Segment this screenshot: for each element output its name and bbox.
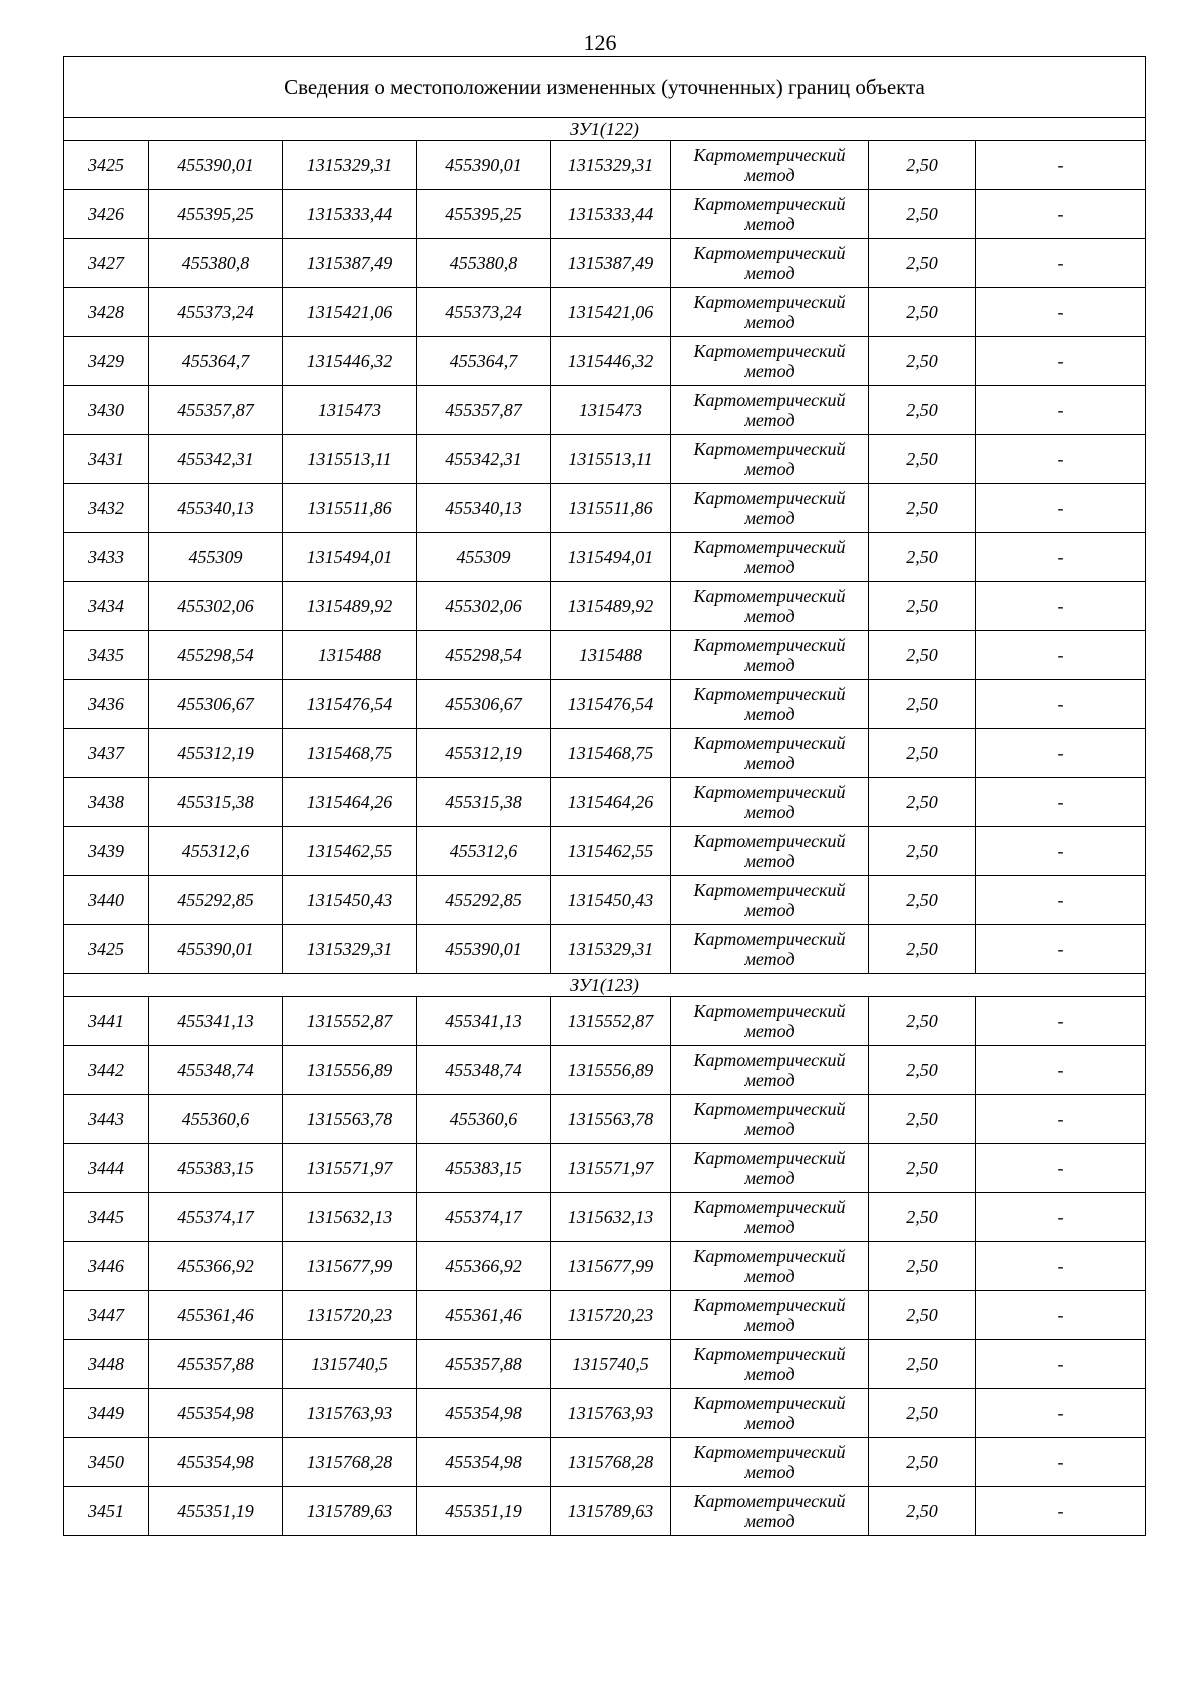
y-refined-cell: 1315511,86 xyxy=(551,484,671,533)
point-number-cell: 3442 xyxy=(64,1046,149,1095)
table-row xyxy=(64,1046,1146,1095)
section-header-row xyxy=(64,974,1146,997)
section-label: ЗУ1(122) xyxy=(64,118,1146,141)
method-cell: Картометрический метод xyxy=(671,337,869,386)
table-row xyxy=(64,141,1146,190)
y-refined-cell: 1315571,97 xyxy=(551,1144,671,1193)
method-cell: Картометрический метод xyxy=(671,190,869,239)
method-cell: Картометрический метод xyxy=(671,141,869,190)
x-existing-cell: 455309 xyxy=(149,533,283,582)
y-refined-cell: 1315489,92 xyxy=(551,582,671,631)
precision-cell: 2,50 xyxy=(869,925,976,974)
y-refined-cell: 1315563,78 xyxy=(551,1095,671,1144)
table-title-row xyxy=(64,57,1146,118)
y-existing-cell: 1315571,97 xyxy=(283,1144,417,1193)
precision-cell: 2,50 xyxy=(869,1046,976,1095)
precision-cell: 2,50 xyxy=(869,1389,976,1438)
method-cell: Картометрический метод xyxy=(671,778,869,827)
y-existing-cell: 1315740,5 xyxy=(283,1340,417,1389)
table-row xyxy=(64,778,1146,827)
boundary-table xyxy=(63,56,1146,1536)
point-number-cell: 3441 xyxy=(64,997,149,1046)
note-cell: - xyxy=(976,997,1146,1046)
x-refined-cell: 455357,88 xyxy=(417,1340,551,1389)
y-refined-cell: 1315450,43 xyxy=(551,876,671,925)
table-row xyxy=(64,1291,1146,1340)
table-row xyxy=(64,827,1146,876)
x-refined-cell: 455390,01 xyxy=(417,925,551,974)
y-refined-cell: 1315720,23 xyxy=(551,1291,671,1340)
table-row xyxy=(64,435,1146,484)
x-refined-cell: 455390,01 xyxy=(417,141,551,190)
note-cell: - xyxy=(976,1193,1146,1242)
method-cell: Картометрический метод xyxy=(671,288,869,337)
point-number-cell: 3450 xyxy=(64,1438,149,1487)
point-number-cell: 3445 xyxy=(64,1193,149,1242)
precision-cell: 2,50 xyxy=(869,386,976,435)
x-refined-cell: 455342,31 xyxy=(417,435,551,484)
note-cell: - xyxy=(976,484,1146,533)
x-existing-cell: 455348,74 xyxy=(149,1046,283,1095)
x-existing-cell: 455302,06 xyxy=(149,582,283,631)
y-refined-cell: 1315677,99 xyxy=(551,1242,671,1291)
x-existing-cell: 455357,87 xyxy=(149,386,283,435)
x-existing-cell: 455374,17 xyxy=(149,1193,283,1242)
y-existing-cell: 1315763,93 xyxy=(283,1389,417,1438)
x-refined-cell: 455292,85 xyxy=(417,876,551,925)
x-refined-cell: 455341,13 xyxy=(417,997,551,1046)
method-cell: Картометрический метод xyxy=(671,925,869,974)
x-refined-cell: 455340,13 xyxy=(417,484,551,533)
table-row xyxy=(64,533,1146,582)
y-existing-cell: 1315446,32 xyxy=(283,337,417,386)
precision-cell: 2,50 xyxy=(869,997,976,1046)
y-refined-cell: 1315421,06 xyxy=(551,288,671,337)
y-existing-cell: 1315476,54 xyxy=(283,680,417,729)
precision-cell: 2,50 xyxy=(869,533,976,582)
y-existing-cell: 1315513,11 xyxy=(283,435,417,484)
y-refined-cell: 1315468,75 xyxy=(551,729,671,778)
table-row xyxy=(64,925,1146,974)
y-existing-cell: 1315563,78 xyxy=(283,1095,417,1144)
method-cell: Картометрический метод xyxy=(671,582,869,631)
y-refined-cell: 1315329,31 xyxy=(551,141,671,190)
note-cell: - xyxy=(976,925,1146,974)
point-number-cell: 3435 xyxy=(64,631,149,680)
precision-cell: 2,50 xyxy=(869,1144,976,1193)
method-cell: Картометрический метод xyxy=(671,1291,869,1340)
precision-cell: 2,50 xyxy=(869,778,976,827)
precision-cell: 2,50 xyxy=(869,484,976,533)
y-refined-cell: 1315476,54 xyxy=(551,680,671,729)
y-existing-cell: 1315768,28 xyxy=(283,1438,417,1487)
method-cell: Картометрический метод xyxy=(671,1095,869,1144)
y-existing-cell: 1315329,31 xyxy=(283,925,417,974)
precision-cell: 2,50 xyxy=(869,190,976,239)
method-cell: Картометрический метод xyxy=(671,876,869,925)
y-refined-cell: 1315513,11 xyxy=(551,435,671,484)
point-number-cell: 3431 xyxy=(64,435,149,484)
note-cell: - xyxy=(976,1095,1146,1144)
method-cell: Картометрический метод xyxy=(671,1193,869,1242)
y-existing-cell: 1315552,87 xyxy=(283,997,417,1046)
point-number-cell: 3448 xyxy=(64,1340,149,1389)
note-cell: - xyxy=(976,680,1146,729)
method-cell: Картометрический метод xyxy=(671,1144,869,1193)
x-refined-cell: 455298,54 xyxy=(417,631,551,680)
precision-cell: 2,50 xyxy=(869,729,976,778)
method-cell: Картометрический метод xyxy=(671,1242,869,1291)
x-existing-cell: 455354,98 xyxy=(149,1438,283,1487)
x-existing-cell: 455364,7 xyxy=(149,337,283,386)
y-existing-cell: 1315789,63 xyxy=(283,1487,417,1536)
point-number-cell: 3428 xyxy=(64,288,149,337)
x-refined-cell: 455312,6 xyxy=(417,827,551,876)
table-row xyxy=(64,631,1146,680)
point-number-cell: 3425 xyxy=(64,141,149,190)
point-number-cell: 3426 xyxy=(64,190,149,239)
x-existing-cell: 455315,38 xyxy=(149,778,283,827)
point-number-cell: 3440 xyxy=(64,876,149,925)
note-cell: - xyxy=(976,876,1146,925)
point-number-cell: 3451 xyxy=(64,1487,149,1536)
table-row xyxy=(64,337,1146,386)
y-refined-cell: 1315632,13 xyxy=(551,1193,671,1242)
precision-cell: 2,50 xyxy=(869,1291,976,1340)
y-existing-cell: 1315387,49 xyxy=(283,239,417,288)
y-existing-cell: 1315556,89 xyxy=(283,1046,417,1095)
note-cell: - xyxy=(976,1487,1146,1536)
precision-cell: 2,50 xyxy=(869,1095,976,1144)
point-number-cell: 3443 xyxy=(64,1095,149,1144)
x-refined-cell: 455354,98 xyxy=(417,1389,551,1438)
x-existing-cell: 455366,92 xyxy=(149,1242,283,1291)
method-cell: Картометрический метод xyxy=(671,533,869,582)
table-row xyxy=(64,1340,1146,1389)
x-refined-cell: 455366,92 xyxy=(417,1242,551,1291)
precision-cell: 2,50 xyxy=(869,1340,976,1389)
table-row xyxy=(64,876,1146,925)
point-number-cell: 3434 xyxy=(64,582,149,631)
precision-cell: 2,50 xyxy=(869,435,976,484)
table-row xyxy=(64,288,1146,337)
x-refined-cell: 455373,24 xyxy=(417,288,551,337)
y-existing-cell: 1315464,26 xyxy=(283,778,417,827)
x-existing-cell: 455390,01 xyxy=(149,141,283,190)
x-existing-cell: 455292,85 xyxy=(149,876,283,925)
y-refined-cell: 1315488 xyxy=(551,631,671,680)
note-cell: - xyxy=(976,778,1146,827)
x-refined-cell: 455364,7 xyxy=(417,337,551,386)
y-existing-cell: 1315488 xyxy=(283,631,417,680)
x-existing-cell: 455341,13 xyxy=(149,997,283,1046)
method-cell: Картометрический метод xyxy=(671,729,869,778)
x-existing-cell: 455351,19 xyxy=(149,1487,283,1536)
x-refined-cell: 455302,06 xyxy=(417,582,551,631)
table-row xyxy=(64,239,1146,288)
precision-cell: 2,50 xyxy=(869,337,976,386)
page-number: 126 xyxy=(583,30,617,55)
method-cell: Картометрический метод xyxy=(671,680,869,729)
x-existing-cell: 455354,98 xyxy=(149,1389,283,1438)
x-refined-cell: 455315,38 xyxy=(417,778,551,827)
table-row xyxy=(64,1095,1146,1144)
x-refined-cell: 455351,19 xyxy=(417,1487,551,1536)
x-existing-cell: 455312,19 xyxy=(149,729,283,778)
x-existing-cell: 455340,13 xyxy=(149,484,283,533)
x-refined-cell: 455383,15 xyxy=(417,1144,551,1193)
precision-cell: 2,50 xyxy=(869,680,976,729)
precision-cell: 2,50 xyxy=(869,1242,976,1291)
note-cell: - xyxy=(976,337,1146,386)
y-refined-cell: 1315462,55 xyxy=(551,827,671,876)
y-existing-cell: 1315511,86 xyxy=(283,484,417,533)
note-cell: - xyxy=(976,386,1146,435)
point-number-cell: 3433 xyxy=(64,533,149,582)
y-existing-cell: 1315421,06 xyxy=(283,288,417,337)
note-cell: - xyxy=(976,827,1146,876)
table-row xyxy=(64,582,1146,631)
y-refined-cell: 1315446,32 xyxy=(551,337,671,386)
y-existing-cell: 1315489,92 xyxy=(283,582,417,631)
y-existing-cell: 1315677,99 xyxy=(283,1242,417,1291)
precision-cell: 2,50 xyxy=(869,631,976,680)
section-label: ЗУ1(123) xyxy=(64,974,1146,997)
note-cell: - xyxy=(976,1340,1146,1389)
table-row xyxy=(64,1487,1146,1536)
y-refined-cell: 1315556,89 xyxy=(551,1046,671,1095)
note-cell: - xyxy=(976,190,1146,239)
x-refined-cell: 455306,67 xyxy=(417,680,551,729)
y-existing-cell: 1315333,44 xyxy=(283,190,417,239)
point-number-cell: 3425 xyxy=(64,925,149,974)
x-existing-cell: 455380,8 xyxy=(149,239,283,288)
point-number-cell: 3449 xyxy=(64,1389,149,1438)
x-refined-cell: 455348,74 xyxy=(417,1046,551,1095)
method-cell: Картометрический метод xyxy=(671,827,869,876)
table-row xyxy=(64,997,1146,1046)
y-refined-cell: 1315387,49 xyxy=(551,239,671,288)
y-existing-cell: 1315720,23 xyxy=(283,1291,417,1340)
method-cell: Картометрический метод xyxy=(671,997,869,1046)
method-cell: Картометрический метод xyxy=(671,239,869,288)
method-cell: Картометрический метод xyxy=(671,435,869,484)
precision-cell: 2,50 xyxy=(869,582,976,631)
y-refined-cell: 1315740,5 xyxy=(551,1340,671,1389)
note-cell: - xyxy=(976,1242,1146,1291)
x-existing-cell: 455306,67 xyxy=(149,680,283,729)
x-existing-cell: 455373,24 xyxy=(149,288,283,337)
x-refined-cell: 455361,46 xyxy=(417,1291,551,1340)
y-existing-cell: 1315329,31 xyxy=(283,141,417,190)
point-number-cell: 3427 xyxy=(64,239,149,288)
y-refined-cell: 1315768,28 xyxy=(551,1438,671,1487)
y-refined-cell: 1315464,26 xyxy=(551,778,671,827)
x-existing-cell: 455360,6 xyxy=(149,1095,283,1144)
method-cell: Картометрический метод xyxy=(671,1046,869,1095)
x-existing-cell: 455361,46 xyxy=(149,1291,283,1340)
table-row xyxy=(64,1438,1146,1487)
method-cell: Картометрический метод xyxy=(671,386,869,435)
x-refined-cell: 455354,98 xyxy=(417,1438,551,1487)
table-row xyxy=(64,1144,1146,1193)
y-refined-cell: 1315494,01 xyxy=(551,533,671,582)
y-existing-cell: 1315462,55 xyxy=(283,827,417,876)
y-existing-cell: 1315473 xyxy=(283,386,417,435)
y-refined-cell: 1315473 xyxy=(551,386,671,435)
y-refined-cell: 1315552,87 xyxy=(551,997,671,1046)
method-cell: Картометрический метод xyxy=(671,1340,869,1389)
note-cell: - xyxy=(976,1046,1146,1095)
note-cell: - xyxy=(976,729,1146,778)
y-existing-cell: 1315468,75 xyxy=(283,729,417,778)
point-number-cell: 3438 xyxy=(64,778,149,827)
table-row xyxy=(64,386,1146,435)
note-cell: - xyxy=(976,1389,1146,1438)
section-header-row xyxy=(64,118,1146,141)
x-refined-cell: 455395,25 xyxy=(417,190,551,239)
x-refined-cell: 455360,6 xyxy=(417,1095,551,1144)
precision-cell: 2,50 xyxy=(869,1487,976,1536)
note-cell: - xyxy=(976,288,1146,337)
point-number-cell: 3432 xyxy=(64,484,149,533)
note-cell: - xyxy=(976,582,1146,631)
note-cell: - xyxy=(976,239,1146,288)
table-row xyxy=(64,729,1146,778)
method-cell: Картометрический метод xyxy=(671,1438,869,1487)
note-cell: - xyxy=(976,1291,1146,1340)
note-cell: - xyxy=(976,141,1146,190)
y-existing-cell: 1315632,13 xyxy=(283,1193,417,1242)
x-existing-cell: 455357,88 xyxy=(149,1340,283,1389)
x-existing-cell: 455390,01 xyxy=(149,925,283,974)
table-row xyxy=(64,1193,1146,1242)
note-cell: - xyxy=(976,533,1146,582)
precision-cell: 2,50 xyxy=(869,288,976,337)
y-refined-cell: 1315329,31 xyxy=(551,925,671,974)
y-refined-cell: 1315333,44 xyxy=(551,190,671,239)
x-existing-cell: 455312,6 xyxy=(149,827,283,876)
x-refined-cell: 455312,19 xyxy=(417,729,551,778)
precision-cell: 2,50 xyxy=(869,827,976,876)
table-row xyxy=(64,1242,1146,1291)
table-row xyxy=(64,680,1146,729)
point-number-cell: 3446 xyxy=(64,1242,149,1291)
method-cell: Картометрический метод xyxy=(671,1487,869,1536)
method-cell: Картометрический метод xyxy=(671,1389,869,1438)
precision-cell: 2,50 xyxy=(869,141,976,190)
x-refined-cell: 455374,17 xyxy=(417,1193,551,1242)
x-refined-cell: 455380,8 xyxy=(417,239,551,288)
method-cell: Картометрический метод xyxy=(671,484,869,533)
precision-cell: 2,50 xyxy=(869,239,976,288)
precision-cell: 2,50 xyxy=(869,1438,976,1487)
note-cell: - xyxy=(976,1438,1146,1487)
y-refined-cell: 1315763,93 xyxy=(551,1389,671,1438)
point-number-cell: 3439 xyxy=(64,827,149,876)
x-existing-cell: 455342,31 xyxy=(149,435,283,484)
x-refined-cell: 455309 xyxy=(417,533,551,582)
y-existing-cell: 1315450,43 xyxy=(283,876,417,925)
x-existing-cell: 455298,54 xyxy=(149,631,283,680)
point-number-cell: 3436 xyxy=(64,680,149,729)
precision-cell: 2,50 xyxy=(869,876,976,925)
point-number-cell: 3430 xyxy=(64,386,149,435)
point-number-cell: 3444 xyxy=(64,1144,149,1193)
point-number-cell: 3447 xyxy=(64,1291,149,1340)
precision-cell: 2,50 xyxy=(869,1193,976,1242)
y-refined-cell: 1315789,63 xyxy=(551,1487,671,1536)
note-cell: - xyxy=(976,1144,1146,1193)
note-cell: - xyxy=(976,631,1146,680)
table-row xyxy=(64,190,1146,239)
x-refined-cell: 455357,87 xyxy=(417,386,551,435)
x-existing-cell: 455395,25 xyxy=(149,190,283,239)
table-title: Сведения о местоположении измененных (уточненных) границ объекта xyxy=(64,57,1146,118)
y-existing-cell: 1315494,01 xyxy=(283,533,417,582)
point-number-cell: 3437 xyxy=(64,729,149,778)
point-number-cell: 3429 xyxy=(64,337,149,386)
method-cell: Картометрический метод xyxy=(671,631,869,680)
note-cell: - xyxy=(976,435,1146,484)
x-existing-cell: 455383,15 xyxy=(149,1144,283,1193)
table-row xyxy=(64,484,1146,533)
table-row xyxy=(64,1389,1146,1438)
